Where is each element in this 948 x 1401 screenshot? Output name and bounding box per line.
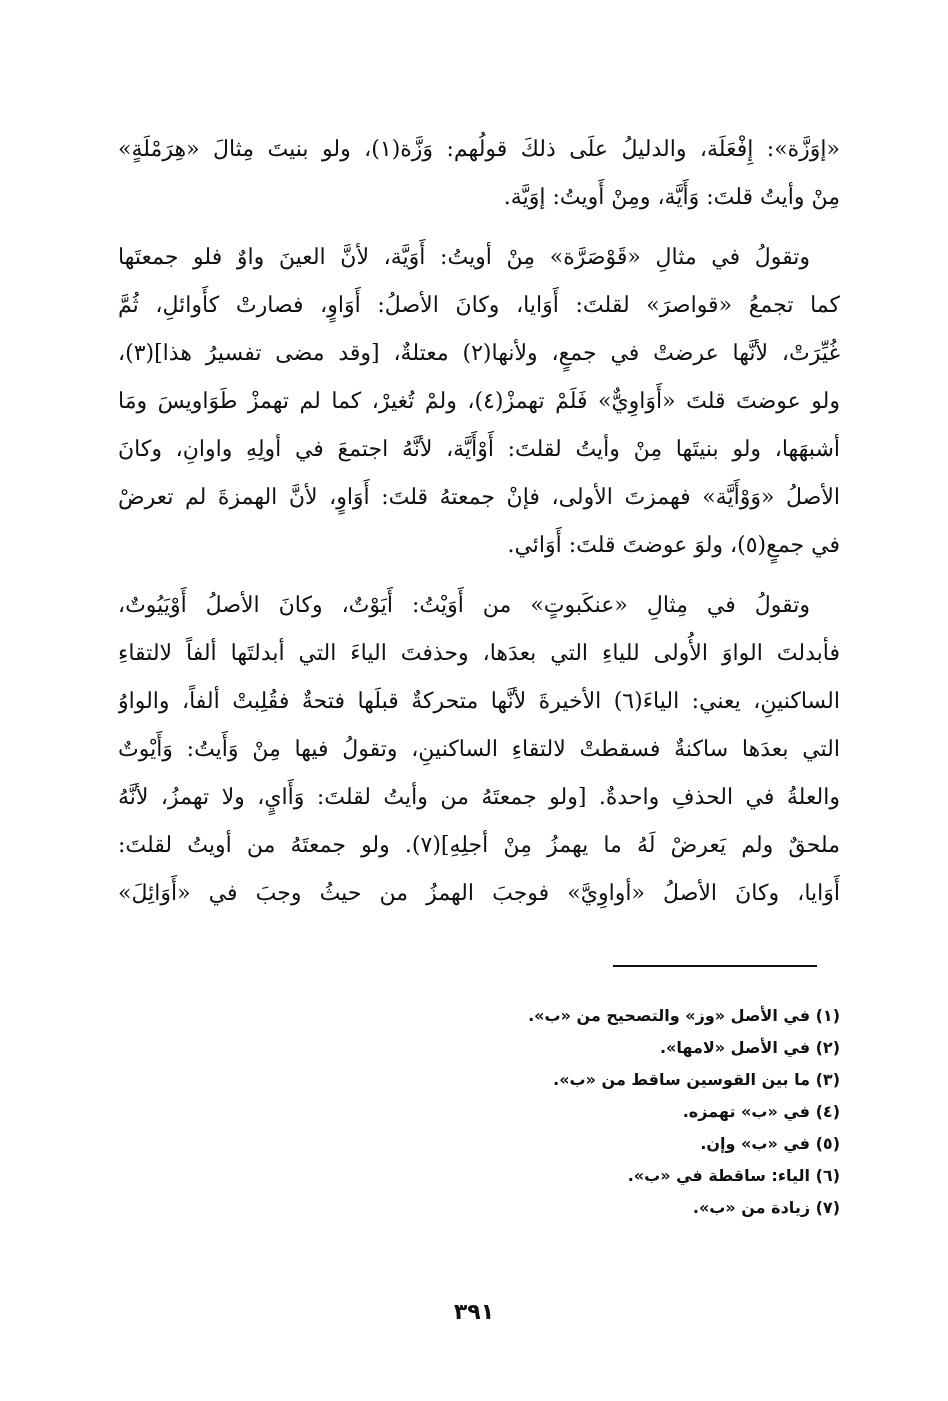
text-line: مِنْ وأيتُ قلتَ: وَأَيَّة، ومِنْ أَويتُ: إوَيَّة. (503, 185, 840, 210)
text-line: أَوَايا، وكانَ الأصلُ «أواوِيَّ» فوجبَ الهمزُ من حيثُ وجبَ في «أَوَائِلَ» (118, 881, 840, 906)
text-line: ولو عوضتَ قلتَ «أَوَاوِيٌّ» فَلَمْ تهمزْ(٤)، ولمْ تُغيرْ، كما لم تهمزْ طَوَاويسَ ومَا (118, 389, 840, 414)
footnote-item: (٣) ما بين القوسين ساقط من «ب». (553, 1070, 840, 1089)
footnote-item: (٦) الياء: ساقطة في «ب». (627, 1166, 840, 1185)
text-line: الساكنينِ، يعني: الياءَ(٦) الأخيرةَ لأنَّها متحركةٌ قبلَها فتحةٌ فقُلِبتْ ألفاً، والواوُ (118, 689, 840, 714)
text-line: وتقولُ في مثالِ «قَوْصَرَّة» مِنْ أويتُ: أَوَيَّة، لأنَّ العينَ واوٌ فلو جمعتَها (118, 245, 810, 270)
text-line: في جمعٍ(٥)، ولوَ عوضتَ قلتَ: أَوَائي. (507, 533, 840, 558)
text-line: والعلةُ في الحذفِ واحدةٌ. [ولو جمعتَهُ من وأيتُ لقلتَ: وَأَايٍ، ولا تهمزُ، لأنَّهُ (118, 785, 840, 810)
footnote-item: (٢) في الأصل «لامها». (659, 1038, 840, 1057)
footnote-item: (١) في الأصل «وز» والتصحيح من «ب». (528, 1006, 840, 1025)
text-line: التي بعدَها ساكنةٌ فسقطتْ لالتقاءِ الساكنينِ، وتقولُ فيها مِنْ وَأَيتُ: وَأَيْوتٌ (118, 737, 840, 762)
text-line: فأبدلتَ الواوَ الأُولى للياءِ التي بعدَها، وحذفتَ الياءَ التي أبدلتَها ألفاً لالتقاءِ (118, 641, 840, 666)
text-line: كما تجمعُ «قواصرَ» لقلتَ: أَوَايا، وكانَ الأصلُ: أَوَاوٍ، فصارتْ كأَوائلِ، ثُمَّ (118, 293, 840, 318)
paragraph-1 (118, 126, 840, 222)
footnote-divider (613, 965, 817, 967)
text-line: أشبهَها، ولو بنيتَها مِنْ وأيتُ لقلتَ: أَوْأَيَّة، لأنَّهُ اجتمعَ في أولِهِ واوانِ، وكانَ (118, 437, 840, 462)
footnote-item: (٤) في «ب» تهمزه. (682, 1102, 840, 1121)
footnote-item: (٧) زيادة من «ب». (692, 1198, 840, 1217)
paragraph-3 (118, 582, 840, 918)
text-line: ملحقٌ ولم يَعرضْ لَهُ ما يهمزُ مِنْ أجلِهِ](٧). ولو جمعتَهُ من أويتُ لقلتَ: (118, 833, 840, 858)
text-line: الأصلُ «وَوْأَيَّة» فهمزتَ الأولى، فإنْ جمعتهُ قلتَ: أَوَاوٍ، لأنَّ الهمزةَ لم تعرضْ (118, 485, 840, 510)
paragraph-2 (118, 234, 840, 570)
footnotes-list (300, 1000, 840, 1224)
text-line: «إوَزَّة»: إِفْعَلَة، والدليلُ علَى ذلكَ قولُهم: وَزَّة(١)، ولو بنيتَ مِثالَ «هِرَمْلَةٍ» (118, 137, 840, 162)
page-number: ٣٩١ (453, 1300, 495, 1325)
text-line: غُيِّرَتْ، لأنَّها عرضتْ في جمعٍ، ولأنها(٢) معتلةٌ، [وقد مضى تفسيرُ هذا](٣)، (118, 341, 840, 366)
footnote-item: (٥) في «ب» وإن. (700, 1134, 840, 1153)
main-text (118, 126, 840, 930)
text-line: وتقولُ في مِثالِ «عنكَبوتٍ» من أَوَيْتُ: أَيَوْتٌ، وكانَ الأصلُ أَوْيَيُوتٌ، (118, 593, 810, 618)
